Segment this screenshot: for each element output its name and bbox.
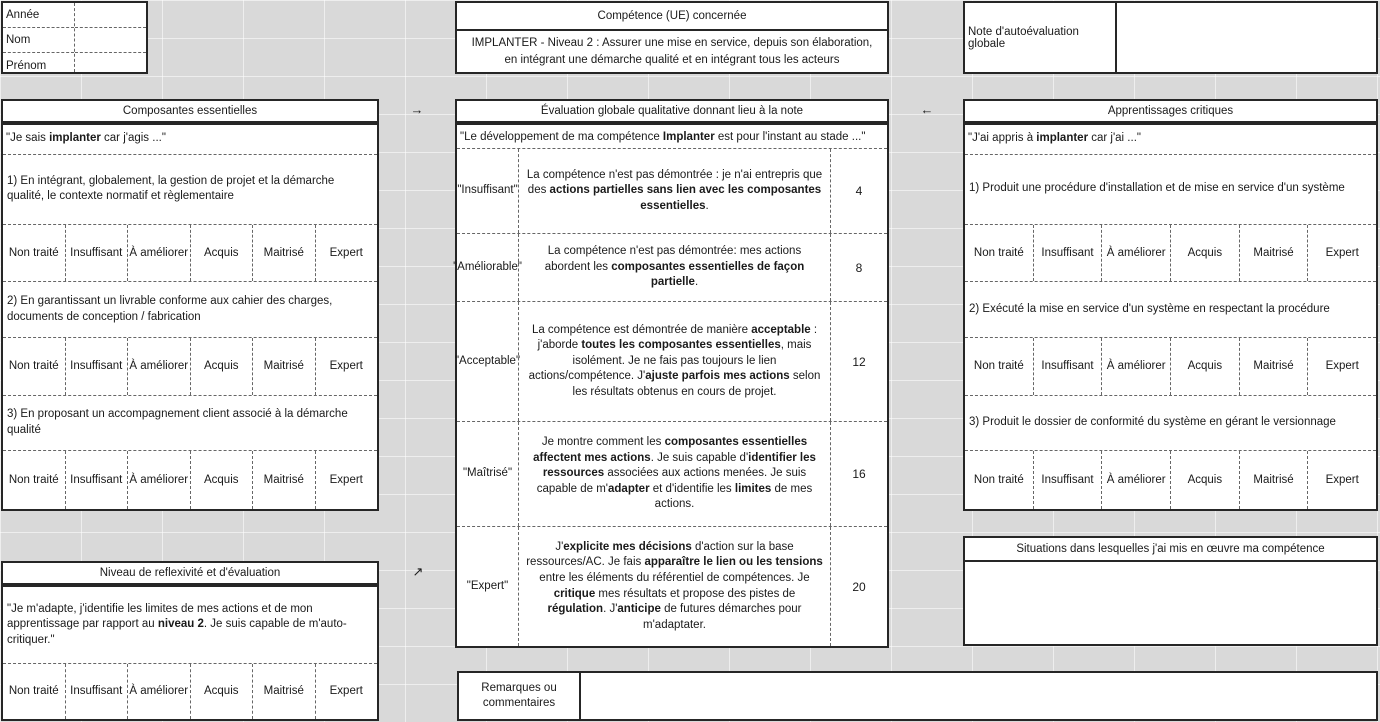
scale-option-acquis[interactable]: Acquis [191,225,254,282]
scale-option-non-traite[interactable]: Non traité [3,664,66,719]
scale-option-a-ameliorer[interactable]: À améliorer [128,225,191,282]
scale-option-acquis[interactable]: Acquis [1171,338,1240,395]
evaluation-description: J'explicite mes décisions d'action sur la base ressources/AC. Je fais apparaître le lien ou les tensions entre les éléments du référentiel de compétences. Je critique mes résultats et propose des pistes de régulation. J'anticipe de futures démarches pour m'adaptater. [519,527,831,646]
scale-option-insuffisant[interactable]: Insuffisant [66,664,129,719]
scale-option-expert[interactable]: Expert [329,685,363,698]
remarks-label: Remarques ou commentaires [459,673,581,719]
scale-option-a-ameliorer[interactable]: À améliorer [128,664,191,719]
scale-option-acquis[interactable]: Acquis [1171,225,1240,282]
center-panel-quote-text: "Le développement de ma compétence Implanter est pour l'instant au stade ..." [460,131,866,143]
scale-option-non-traite[interactable]: Non traité [965,451,1034,509]
left-panel-item-1: 1) En intégrant, globalement, la gestion de projet et la démarche qualité, le contexte normatif et règlementaire [3,155,377,225]
scale-option-a-ameliorer[interactable]: À améliorer [1102,225,1171,282]
scale-option-insuffisant[interactable]: Insuffisant [66,338,129,395]
right-panel-item-1: 1) Produit une procédure d'installation et de mise en service d'un système [965,155,1376,225]
identity-labels [3,3,75,72]
scale-option-acquis[interactable]: Acquis [1171,451,1240,509]
reflexivity-statement [3,587,377,664]
right-panel-quote-text: "J'ai appris à implanter car j'ai ..." [968,132,1141,144]
global-note-input[interactable] [1117,3,1376,72]
evaluation-description: La compétence n'est pas démontrée : je n'ai entrepris que des actions partielles sans lien avec les composantes essentielles. [519,149,831,233]
scale-option-maitrise[interactable]: Maitrisé [1240,338,1309,395]
scale-option-maitrise[interactable]: Maitrisé [253,451,316,509]
scale-option-insuffisant[interactable]: Insuffisant [1034,451,1103,509]
situations-panel-title: Situations dans lesquelles j'ai mis en œuvre ma compétence [965,538,1376,562]
scale-option-expert[interactable]: Expert [329,474,363,487]
scale-option-non-traite[interactable]: Non traité [965,225,1034,282]
rating-scale[interactable] [3,451,377,509]
scale-option-acquis[interactable]: Acquis [191,338,254,395]
scale-option-insuffisant[interactable]: Insuffisant [1034,225,1103,282]
identity-input-annee[interactable] [75,3,146,28]
evaluation-level-label: "Expert" [457,527,519,646]
global-note-box [963,1,1378,74]
right-panel-body [963,123,1378,511]
scale-option-a-ameliorer[interactable]: À améliorer [1102,338,1171,395]
evaluation-score: 12 [852,354,866,369]
evaluation-level-label: "Maîtrisé" [457,422,519,526]
evaluation-level-label: "Insuffisant" [457,149,519,233]
identity-label-annee: Année [3,3,74,28]
scale-option-acquis[interactable]: Acquis [191,664,254,719]
left-panel-quote-text: "Je sais implanter car j'agis ..." [6,132,166,144]
evaluation-row[interactable] [457,527,887,646]
situations-panel-input[interactable] [965,562,1376,644]
reflexivity-scale [3,664,377,719]
evaluation-level-label: "Acceptable" [457,302,519,421]
identity-values [75,3,146,72]
competence-header-box [455,1,889,74]
scale-option-maitrise[interactable]: Maitrisé [1240,225,1309,282]
identity-label-nom: Nom [3,28,74,53]
identity-block [1,1,148,74]
center-panel-title: Évaluation globale qualitative donnant lieu à la note [455,99,889,123]
competence-header-title: Compétence (UE) concernée [457,3,887,31]
evaluation-score: 4 [855,184,863,198]
scale-option-maitrise[interactable]: Maitrisé [1240,451,1309,509]
center-panel-quote [457,125,887,149]
rating-scale[interactable] [3,338,377,395]
arrow-right-to-center-icon: ← [920,102,934,117]
scale-option-insuffisant[interactable]: Insuffisant [66,225,129,282]
left-panel-body [1,123,379,511]
left-panel-scale-2 [3,338,377,396]
scale-option-expert[interactable]: Expert [329,360,363,373]
scale-option-insuffisant[interactable]: Insuffisant [1034,338,1103,395]
evaluation-level-label: "Améliorable" [457,234,519,301]
situations-panel [963,536,1378,646]
evaluation-description: La compétence est démontrée de manière acceptable : j'aborde toutes les composantes essentielles, mais isolément. Je ne fais pas toujours le lien actions/compétence. J'ajuste parfois mes actions selon les résultats obtenus en cours de projet. [519,302,831,421]
left-panel-quote [3,125,377,155]
competence-header-body: IMPLANTER - Niveau 2 : Assurer une mise en service, depuis son élaboration, en intégrant une démarche qualité et en intégrant tous les acteurs [471,37,873,66]
evaluation-row[interactable] [457,149,887,234]
remarks-box [457,671,1378,721]
identity-input-prenom[interactable] [75,53,146,78]
evaluation-description: Je montre comment les composantes essentielles affectent mes actions. Je suis capable d'identifier les ressources associées aux actions menées. Je suis capable de m'adapter et d'identifie les limites de mes actions. [519,422,831,526]
scale-option-acquis[interactable]: Acquis [191,451,254,509]
left-panel-item-3: 3) En proposant un accompagnement client associé à la démarche qualité [3,396,377,452]
left-panel-scale-3 [3,451,377,509]
rating-scale[interactable] [3,664,377,719]
scale-option-maitrise[interactable]: Maitrisé [253,338,316,395]
scale-option-a-ameliorer[interactable]: À améliorer [1102,451,1171,509]
remarks-input[interactable] [581,673,1376,719]
right-panel-scale-2 [965,338,1376,396]
rating-scale[interactable] [3,225,377,282]
right-panel-item-3: 3) Produit le dossier de conformité du système en gérant le versionnage [965,396,1376,452]
left-panel-item-2: 2) En garantissant un livrable conforme aux cahier des charges, documents de conception / fabrication [3,282,377,338]
rating-scale[interactable] [965,451,1376,509]
right-panel-quote [965,125,1376,155]
identity-label-prenom: Prénom [6,59,47,72]
evaluation-score: 16 [852,467,866,481]
global-note-label: Note d'autoévaluation globale [965,3,1117,72]
left-panel-title: Composantes essentielles [1,99,379,123]
right-panel-scale-3 [965,451,1376,509]
evaluation-row[interactable] [453,234,887,302]
evaluation-row[interactable] [457,422,887,527]
scale-option-expert[interactable]: Expert [1325,360,1359,373]
arrow-reflexivity-up-icon: ↗ [412,564,424,579]
identity-input-nom[interactable] [75,28,146,53]
scale-option-insuffisant[interactable]: Insuffisant [66,451,129,509]
center-panel-body [455,123,889,648]
scale-option-non-traite[interactable]: Non traité [965,338,1034,395]
right-panel-title: Apprentissages critiques [963,99,1378,123]
evaluation-row[interactable] [454,302,887,422]
reflexivity-statement-text: "Je m'adapte, j'identifie les limites de mes actions et de mon apprentissage par rapport au niveau 2. Je suis capable de m'auto-critiquer." [7,602,347,646]
evaluation-score: 20 [852,579,866,594]
scale-option-non-traite[interactable]: Non traité [3,451,66,509]
rating-scale[interactable] [965,338,1376,395]
reflexivity-panel-body [1,585,379,721]
scale-option-maitrise[interactable]: Maitrisé [253,664,316,719]
left-panel-scale-1 [3,225,377,283]
scale-option-expert[interactable]: Expert [329,246,363,259]
evaluation-score: 8 [855,260,863,275]
right-panel-item-2: 2) Exécuté la mise en service d'un système en respectant la procédure [965,282,1376,338]
evaluation-rows [453,149,887,646]
scale-option-non-traite[interactable]: Non traité [3,225,66,282]
scale-option-expert[interactable]: Expert [1325,474,1359,487]
scale-option-maitrise[interactable]: Maitrisé [253,225,316,282]
scale-option-expert[interactable]: Expert [1325,246,1359,259]
arrow-left-to-center-icon: → [410,102,424,117]
right-panel-scale-1 [965,225,1376,283]
scale-option-non-traite[interactable]: Non traité [3,338,66,395]
evaluation-description: La compétence n'est pas démontrée: mes actions abordent les composantes essentielles de façon partielle. [519,234,831,301]
reflexivity-panel-title: Niveau de reflexivité et d'évaluation [1,561,379,585]
rating-scale[interactable] [965,225,1376,282]
scale-option-a-ameliorer[interactable]: À améliorer [128,338,191,395]
scale-option-a-ameliorer[interactable]: À améliorer [128,451,191,509]
